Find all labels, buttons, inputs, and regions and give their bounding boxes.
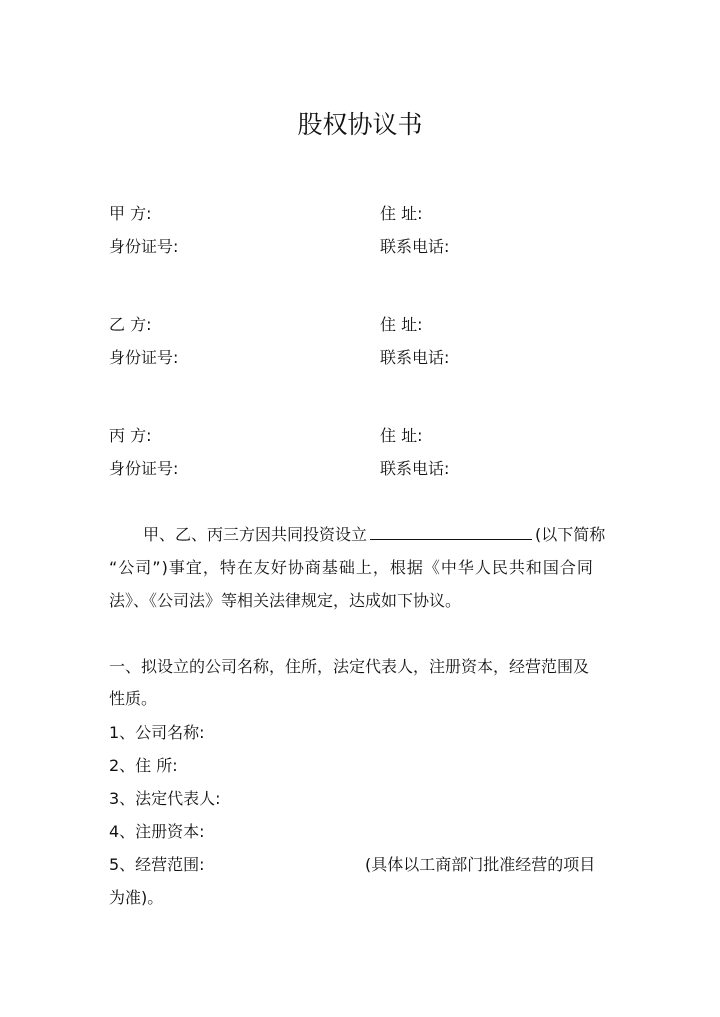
section-1-heading: 一、拟设立的公司名称，住所，法定代表人，注册资本，经营范围及 [109, 657, 590, 676]
party-b-address-label: 住 址: [380, 315, 423, 334]
company-name-blank [370, 525, 532, 540]
party-c-name-label: 丙 方: [109, 426, 152, 445]
party-a-name-label: 甲 方: [109, 204, 152, 223]
party-c-address-label: 住 址: [380, 426, 423, 445]
scope-note-cont: 为准)。 [109, 888, 164, 907]
party-a-phone-label: 联系电话: [380, 237, 450, 256]
item-capital: 4、注册资本: [109, 822, 205, 841]
item-address: 2、住 所: [109, 756, 178, 775]
party-a-address-label: 住 址: [380, 204, 423, 223]
party-b-name-label: 乙 方: [109, 315, 152, 334]
intro-line-3: 法》、《公司法》等相关法律规定，达成如下协议。 [109, 591, 462, 610]
scope-note: (具体以工商部门批准经营的项目 [365, 855, 596, 874]
item-scope: 5、经营范围: [109, 855, 205, 874]
party-a-id-label: 身份证号: [109, 237, 179, 256]
intro-text: 甲、乙、丙三方因共同投资设立 [143, 525, 368, 544]
intro-line-2: “公司”)事宜，特在友好协商基础上，根据《中华人民共和国合同 [109, 558, 594, 577]
party-b-phone-label: 联系电话: [380, 348, 450, 367]
intro-text-b: (以下简称 [535, 525, 606, 544]
item-legal-rep: 3、法定代表人: [109, 789, 221, 808]
intro-line-1 [143, 525, 605, 545]
section-1-heading-cont: 性质。 [109, 689, 158, 708]
item-company-name: 1、公司名称: [109, 723, 205, 742]
document-title: 股权协议书 [297, 110, 423, 139]
party-b-id-label: 身份证号: [109, 348, 179, 367]
party-c-id-label: 身份证号: [109, 459, 179, 478]
party-c-phone-label: 联系电话: [380, 459, 450, 478]
